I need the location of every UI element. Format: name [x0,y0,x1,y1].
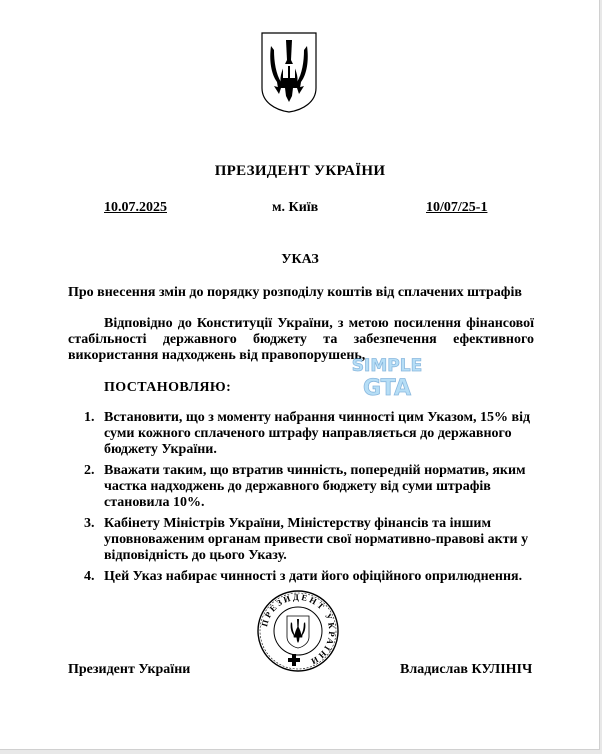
list-item [84,410,534,458]
document-subject: Про внесення змін до порядку розподілу коштів від сплачених штрафів [68,285,522,300]
item-number: 1. [84,410,95,425]
item-text: Цей Указ набирає чинності з дати його офіційного оприлюднення. [104,569,523,584]
document-type: УКАЗ [281,252,319,267]
seal-icon [256,589,340,673]
resolve-heading: ПОСТАНОВЛЯЮ: [104,380,232,395]
decree-items [84,410,534,590]
signature-title: Президент України [68,662,191,677]
list-item [84,463,534,511]
item-text: Вважати таким, що втратив чинність, попередній норматив, яким частка надходжень до державного бюджету від суми штрафів становила 10%. [104,463,526,510]
document-number: 10/07/25-1 [426,200,488,215]
seal-text: ПРЕЗИДЕНТ УКРАЇНИ [259,591,338,668]
watermark-text-top: SIMPLE [351,356,423,376]
item-text: Встановити, що з моменту набрання чинності цим Указом, 15% від суми кожного сплаченого штрафу направляється до державного бюджету України. [104,410,531,457]
item-number: 2. [84,463,95,478]
list-item [84,569,534,585]
item-number: 4. [84,569,95,584]
item-text: Кабінету Міністрів України, Міністерству фінансів та іншим уповноваженим органам привести свої нормативно-правові акти у відповідність до цього Указу. [104,516,529,563]
watermark-logo [348,353,426,401]
document-preamble: Відповідно до Конституції України, з метою посилення фінансової стабільності державного бюджету та забезпечення ефективного використання надходжень від правопорушень, [68,316,534,363]
document-city: м. Київ [272,200,319,215]
signature-name: Владислав КУЛІНІЧ [400,662,533,677]
document-heading: ПРЕЗИДЕНТ УКРАЇНИ [214,163,386,179]
list-item [84,516,534,564]
document-date: 10.07.2025 [104,200,167,215]
item-number: 3. [84,516,95,531]
watermark-text-bottom: GTA [363,376,411,401]
coat-of-arms-icon [259,30,319,114]
